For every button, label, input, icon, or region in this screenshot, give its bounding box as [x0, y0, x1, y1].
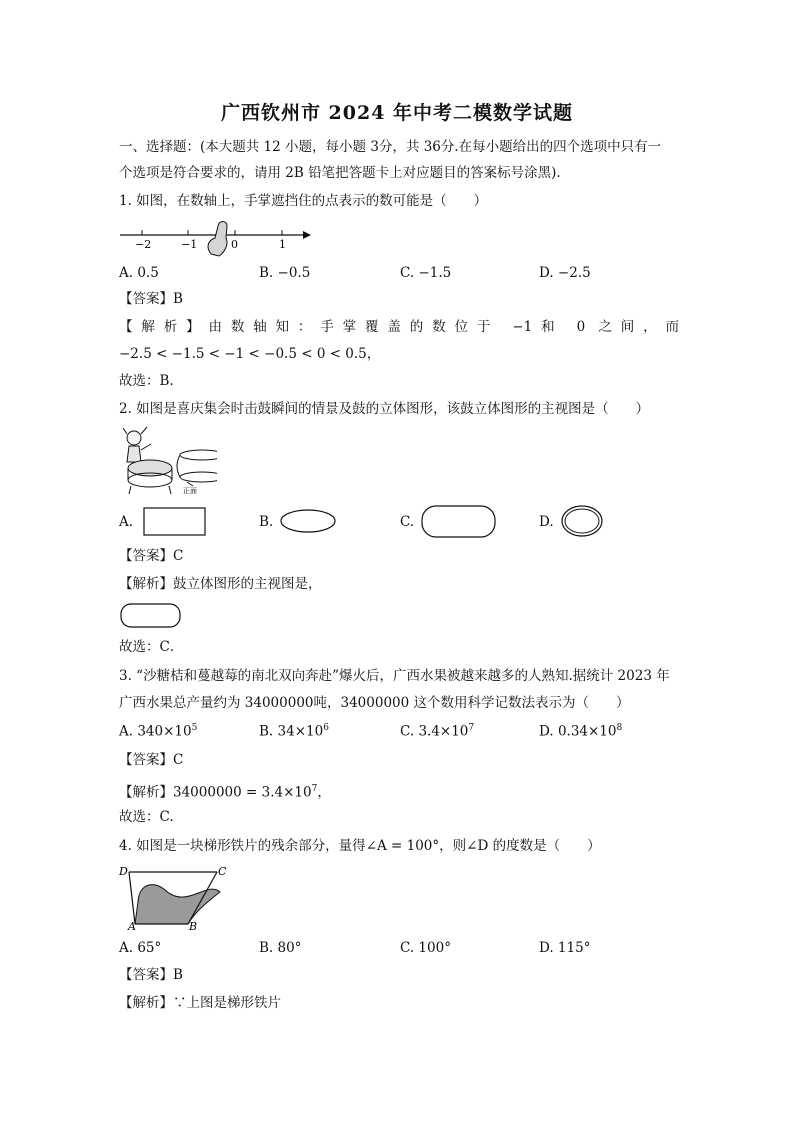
- section-intro-line1: 一、选择题：(本大题共 12 小题，每小题 3分，共 36分.在每小题给出的四个选项中只有一: [119, 139, 662, 155]
- front-label: 正面: [183, 487, 197, 495]
- q3-stem-line2: 广西水果总产量约为 34000000吨，34000000 这个数用科学记数法表示为（ ）: [119, 695, 630, 711]
- q1-answer: 【答案】B: [119, 291, 183, 307]
- q1-option-a: A. 0.5: [119, 265, 159, 281]
- q1-option-d: D. −2.5: [539, 265, 591, 281]
- point-label-a: A: [128, 920, 136, 933]
- q1-stem: 1. 如图，在数轴上，手掌遮挡住的点表示的数可能是（ ）: [119, 193, 488, 209]
- q4-option-b: B. 80°: [259, 940, 302, 956]
- ellipse-shape: [281, 510, 335, 532]
- q2-option-a: A.: [119, 514, 134, 530]
- double-ellipse-inner: [565, 509, 599, 533]
- q1-choose: 故选：B.: [119, 373, 174, 389]
- q1-option-c: C. −1.5: [400, 265, 452, 281]
- q1-option-b: B. −0.5: [259, 265, 311, 281]
- section-intro-line2: 个选项是符合要求的，请用 2B 铅笔把答题卡上对应题目的答案标号涂黑).: [119, 165, 561, 181]
- tick-label: 0: [231, 238, 238, 251]
- q3-option-a: A. $340\times 10^5$: [119, 723, 198, 740]
- rounded-rectangle-shape: [121, 604, 180, 627]
- q1-analysis-line1: 【解析】由数轴知：手掌覆盖的数位于 −1和 0 之间，而: [119, 319, 679, 335]
- q2-answer: 【答案】C: [119, 548, 184, 564]
- drum-3d-solid: [177, 450, 217, 482]
- tick-label: −2: [135, 238, 152, 251]
- q3-answer: 【答案】C: [119, 752, 184, 768]
- q1-number-line-figure: [115, 218, 315, 258]
- q2-option-shapes: [140, 505, 610, 539]
- q4-options: [119, 940, 679, 960]
- double-ellipse-outer: [562, 506, 602, 536]
- q3-stem-line1: 3. “沙糖桔和蔓越莓的南北双向奔赴”爆火后，广西水果被越来越多的人熟知.据统计 2023 年: [119, 668, 670, 684]
- q3-analysis: 【解析】$34000000 = 3.4\times 10^7$，: [119, 784, 331, 801]
- point-label-c: C: [218, 865, 227, 878]
- q2-stem: 2. 如图是喜庆集会时击鼓瞬间的情景及鼓的立体图形，该鼓立体图形的主视图是（ ）: [119, 401, 650, 417]
- q3-options: [119, 723, 679, 743]
- q1-analysis-line2: −2.5 < −1.5 < −1 < −0.5 < 0 < 0.5，: [119, 346, 381, 362]
- q2-choose: 故选：C．: [119, 639, 184, 655]
- q2-option-c: C.: [400, 514, 415, 530]
- q3-option-b: B. $34\times 10^6$: [259, 723, 329, 740]
- rounded-rectangle-shape: [422, 506, 495, 537]
- hand-icon: [208, 222, 227, 257]
- tick-label: −1: [181, 238, 198, 251]
- rectangle-shape: [144, 508, 205, 535]
- q4-trapezoid-figure: [117, 862, 237, 934]
- q4-option-c: C. 100°: [400, 940, 451, 956]
- drummer-illustration: [123, 427, 172, 494]
- q4-answer: 【答案】B: [119, 967, 183, 983]
- q2-option-b: B.: [259, 514, 274, 530]
- point-label-d: D: [119, 865, 128, 878]
- q2-option-d: D.: [539, 514, 554, 530]
- q2-front-view-shape: [119, 602, 183, 630]
- left-edge-da: [129, 872, 135, 924]
- q1-options: [119, 265, 679, 285]
- q4-option-a: A. 65°: [119, 940, 162, 956]
- number-line-arrow: [303, 231, 311, 239]
- q4-analysis: 【解析】∵上图是梯形铁片: [119, 995, 281, 1011]
- point-label-b: B: [189, 920, 198, 933]
- page-title: 广西钦州市 2024 年中考二模数学试题: [220, 102, 574, 124]
- q4-option-d: D. 115°: [539, 940, 591, 956]
- q4-stem: 4. 如图是一块梯形铁片的残余部分，量得∠A = 100°，则∠D 的度数是（ ）: [119, 838, 601, 854]
- q2-drum-figure: [117, 424, 217, 496]
- q2-analysis: 【解析】鼓立体图形的主视图是，: [119, 576, 322, 592]
- q3-option-d: D. $0.34\times 10^8$: [539, 723, 623, 740]
- tick-label: 1: [279, 238, 286, 251]
- front-pointer: [187, 482, 193, 486]
- q3-option-c: C. $3.4\times 10^7$: [400, 723, 475, 740]
- q3-choose: 故选：C.: [119, 809, 174, 825]
